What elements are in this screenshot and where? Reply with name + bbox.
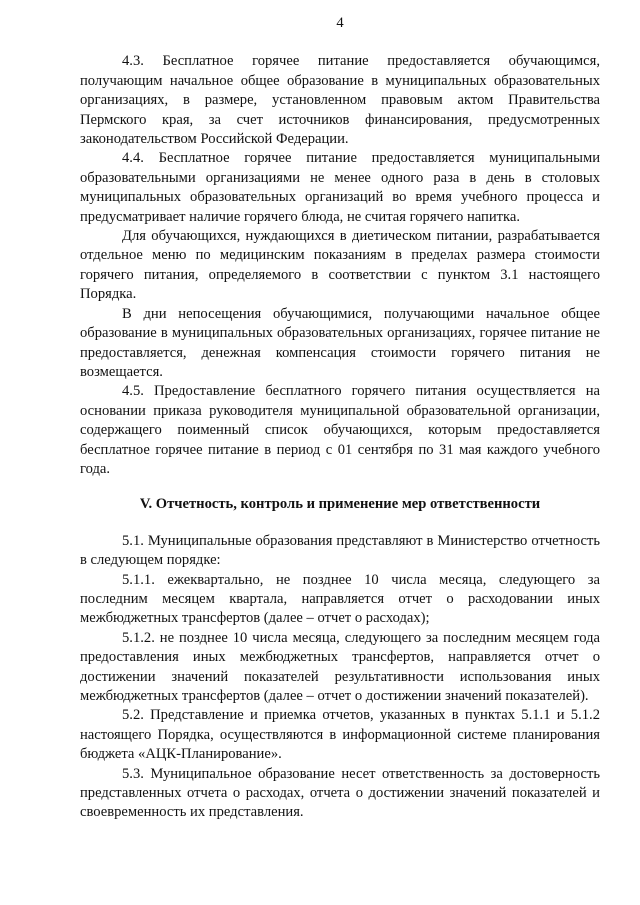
paragraph-absence: В дни непосещения обучающимися, получающими начальное общее образование в муниципальных образовательных организациях, горячее питание не предоставляется, денежная компенсация стоимости горячего питания не возмещается. <box>80 305 600 380</box>
section-heading: V. Отчетность, контроль и применение мер ответственности <box>139 496 541 513</box>
document-page <box>80 14 600 823</box>
paragraph-5-1: 5.1. Муниципальные образования представляют в Министерство отчетность в следующем порядке: <box>80 532 600 569</box>
paragraph-diet-menu: Для обучающихся, нуждающихся в диетическом питании, разрабатывается отдельное меню по медицинским показаниям в пределах размера стоимости горячего питания, определяемого в соответствии с пунктом 3.1 настоящего Порядка. <box>80 228 600 303</box>
paragraph-5-3: 5.3. Муниципальное образование несет ответственность за достоверность представленных отчета о расходах, отчета о достижении значений показателей и своевременность их представления. <box>80 765 600 821</box>
page-number: 4 <box>336 15 344 31</box>
paragraph-4-4: 4.4. Бесплатное горячее питание предоставляется муниципальными образовательными организациями не менее одного раза в день в столовых муниципальных образовательных организаций во время учебного процесса и предусматривает наличие горячего блюда, не считая горячего напитка. <box>80 150 600 225</box>
paragraph-4-3: 4.3. Бесплатное горячее питание предоставляется обучающимся, получающим начальное общее образование в муниципальных образовательных организациях, в размере, установленном правовым актом Правительства Пермского края, за счет источников финансирования, предусмотренных законодательством Российской Федерации. <box>80 53 600 148</box>
paragraph-4-5: 4.5. Предоставление бесплатного горячего питания осуществляется на основании приказа руководителя муниципальной образовательной организации, содержащего поименный список обучающихся, которым предоставляется бесплатное горячее питание в период с 01 сентября по 31 мая каждого учебного года. <box>80 383 600 477</box>
paragraph-5-1-2: 5.1.2. не позднее 10 числа месяца, следующего за последним месяцем года предоставления иных межбюджетных трансфертов, направляется отчет о достижении значений показателей результативности использования иных межбюджетных трансфертов (далее – отчет о достижении значений показателей). <box>80 629 600 704</box>
paragraph-5-1-1: 5.1.1. ежеквартально, не позднее 10 числа месяца, следующего за последним месяцем квартала, направляется отчет о расходовании иных межбюджетных трансфертов (далее – отчет о расходах); <box>80 571 600 627</box>
paragraph-5-2: 5.2. Представление и приемка отчетов, указанных в пунктах 5.1.1 и 5.1.2 настоящего Порядка, осуществляются в информационной системе планирования бюджета «АЦК-Планирование». <box>80 707 600 763</box>
